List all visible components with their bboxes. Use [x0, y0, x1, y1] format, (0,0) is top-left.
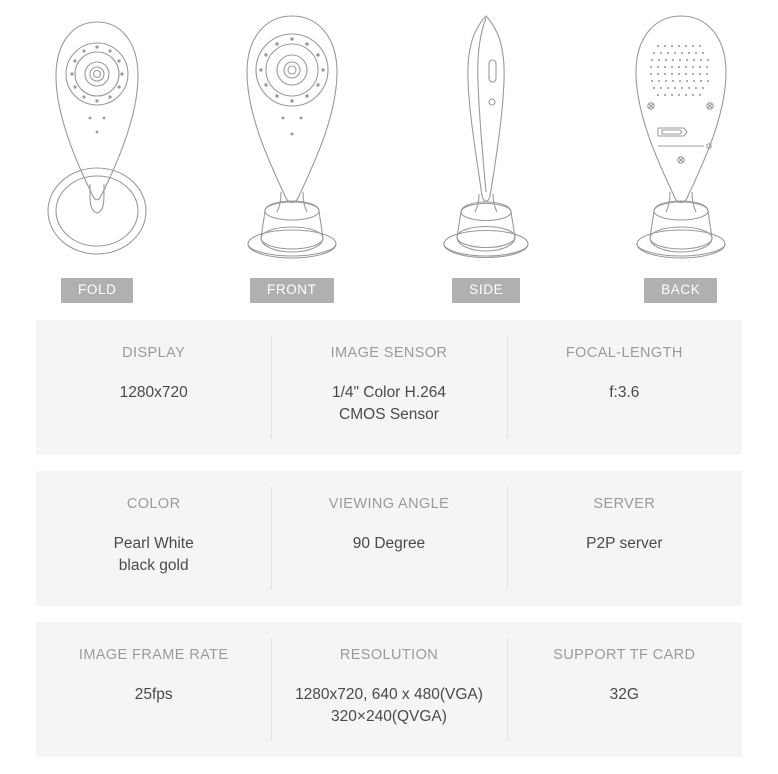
spec-block	[36, 320, 742, 455]
spec-cell-focal-length	[507, 320, 742, 455]
view-label-side: SIDE	[452, 278, 520, 303]
spec-cell-display	[36, 320, 271, 455]
camera-front-illustration	[199, 6, 385, 274]
spec-value	[515, 684, 734, 706]
spec-title: SUPPORT TF CARD	[553, 646, 696, 663]
spec-title: RESOLUTION	[339, 646, 439, 663]
spec-value-line: 320×240(QVGA)	[331, 708, 447, 726]
spec-cell-support-tf-card	[507, 622, 742, 757]
spec-value-line: 25fps	[134, 685, 173, 703]
view-label-front: FRONT	[250, 278, 334, 303]
spec-title: VIEWING ANGLE	[328, 495, 450, 512]
spec-cell-image-sensor	[271, 320, 506, 455]
spec-title: DISPLAY	[122, 345, 186, 361]
spec-value	[279, 533, 498, 555]
product-view-front	[195, 6, 390, 320]
spec-value-line: P2P server	[586, 534, 663, 552]
spec-value	[279, 382, 498, 427]
spec-value	[515, 533, 734, 555]
spec-value-line: 1280x720, 640 x 480(VGA)	[295, 685, 483, 703]
view-label-fold: FOLD	[61, 278, 133, 303]
spec-value	[44, 533, 263, 578]
camera-fold-illustration	[4, 6, 190, 274]
spec-cell-viewing-angle	[271, 471, 506, 606]
spec-value	[515, 382, 734, 404]
spec-cell-resolution	[271, 622, 506, 757]
spec-value-line: f:3.6	[609, 383, 640, 401]
spec-value-line: 1280x720	[119, 383, 188, 401]
spec-value-line: 1/4" Color H.264	[331, 383, 447, 401]
specifications-section	[0, 320, 778, 757]
spec-value-line: 90 Degree	[352, 534, 426, 552]
product-views-row	[0, 0, 778, 320]
product-view-side	[389, 6, 584, 320]
spec-value-line: Pearl White	[113, 534, 194, 552]
spec-value	[279, 684, 498, 729]
spec-cell-color	[36, 471, 271, 606]
spec-cell-image-frame-rate	[36, 622, 271, 757]
spec-title: SERVER	[593, 495, 656, 512]
view-label-back: BACK	[644, 278, 717, 303]
spec-block	[36, 471, 742, 606]
spec-title: IMAGE FRAME RATE	[78, 646, 229, 663]
spec-title: COLOR	[126, 495, 181, 512]
spec-title: FOCAL-LENGTH	[565, 345, 683, 361]
camera-back-illustration	[588, 6, 774, 274]
spec-title: IMAGE SENSOR	[330, 345, 448, 361]
spec-cell-server	[507, 471, 742, 606]
spec-value	[44, 382, 263, 404]
product-view-back	[584, 6, 778, 320]
spec-block	[36, 622, 742, 757]
spec-value-line: CMOS Sensor	[339, 406, 439, 424]
camera-side-illustration	[393, 6, 579, 274]
spec-value-line: black gold	[118, 557, 189, 575]
spec-value	[44, 684, 263, 706]
spec-value-line: 32G	[609, 685, 639, 703]
product-view-fold	[0, 6, 195, 320]
